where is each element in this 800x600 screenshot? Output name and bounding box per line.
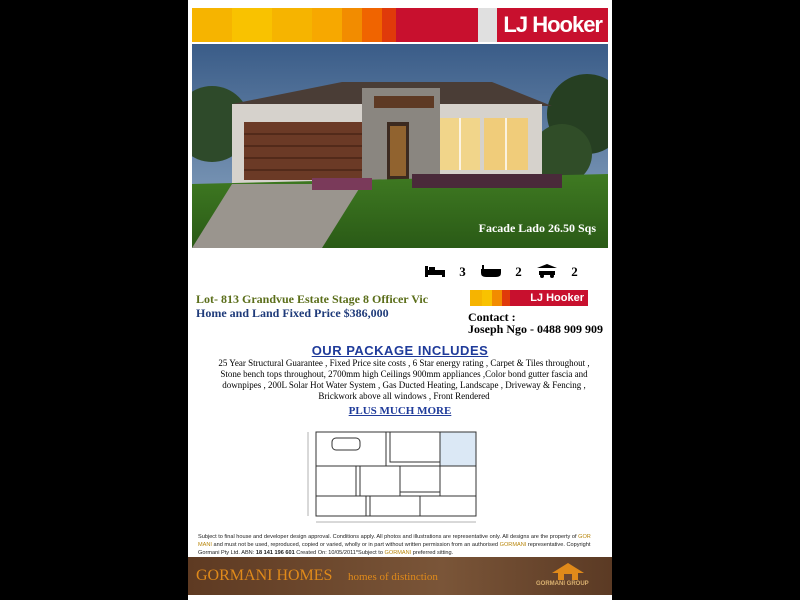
disclaimer-text-1: Subject to final house and developer design approval. Conditions apply. All photos and illustrations are representative only. All designs are the property of [198, 534, 579, 540]
disclaimer-text-2: and must not be used, reproduced, copied or varied, wholly or in part without written permission from an authorised [211, 542, 500, 548]
bath-icon [480, 264, 502, 282]
house-facade-image [192, 44, 608, 248]
bed-feature [424, 264, 466, 282]
lj-hooker-logo [478, 8, 608, 42]
plus-much-more: PLUS MUCH MORE [348, 405, 452, 417]
footer-company: GORMANI HOMES [196, 567, 333, 584]
bath-feature [480, 264, 522, 282]
bed-count: 3 [459, 264, 466, 279]
price-line: Home and Land Fixed Price $386,000 [196, 306, 389, 320]
floor-plan-image [300, 424, 490, 528]
disclaimer-abn: 18 141 196 601 [255, 550, 295, 556]
car-count: 2 [571, 264, 578, 279]
bath-count: 2 [515, 264, 522, 279]
legal-disclaimer [198, 533, 603, 557]
floor-plan-drawing [300, 424, 490, 528]
package-title: OUR PACKAGE INCLUDES [311, 343, 489, 358]
contact-label: Contact : [468, 310, 516, 324]
package-inclusions: 25 Year Structural Guarantee , Fixed Price site costs , 6 Star energy rating , Carpet & Tiles throughout , Stone bench tops throughout, 2700mm high Ceilings 900mm appliances ,Color bond gutter fascia and downpipes , 200L Solar Hot Water System , Gas Ducted Heating, Landscape , Driveway & Fencing , Brickwork above all windows , Front Rendered [218, 358, 590, 401]
disclaimer-text-5: preferred sitting. [411, 550, 454, 556]
bed-icon [424, 264, 446, 282]
contact-details: Joseph Ngo - 0488 909 909 [468, 322, 604, 336]
disclaimer-gormani-1: GOR MANI [198, 534, 591, 548]
footer-group: GORMANI GROUP [536, 581, 589, 587]
car-feature [536, 264, 578, 282]
footer-tagline: homes of distinction [348, 571, 438, 583]
small-logo-text: LJ Hooker [510, 290, 588, 306]
flyer-page [188, 0, 612, 600]
lj-hooker-small-logo [470, 290, 588, 306]
disclaimer-text-4: Created On: 10/05/2011*Subject to [294, 550, 385, 556]
logo-text: LJ Hooker [497, 8, 608, 42]
car-icon [536, 264, 558, 282]
disclaimer-text-3: representative. Copyright Gormani Pty Ltd. ABN: [198, 542, 591, 556]
disclaimer-gormani-2: GORMANI [499, 542, 527, 548]
house-illustration [192, 44, 608, 248]
gormani-footer-banner [188, 557, 612, 595]
lot-title: Lot- 813 Grandvue Estate Stage 8 Officer Vic [196, 292, 429, 306]
disclaimer-gormani-3: GORMANI [384, 550, 412, 556]
facade-caption: Facade Lado 26.50 Sqs [478, 221, 596, 235]
